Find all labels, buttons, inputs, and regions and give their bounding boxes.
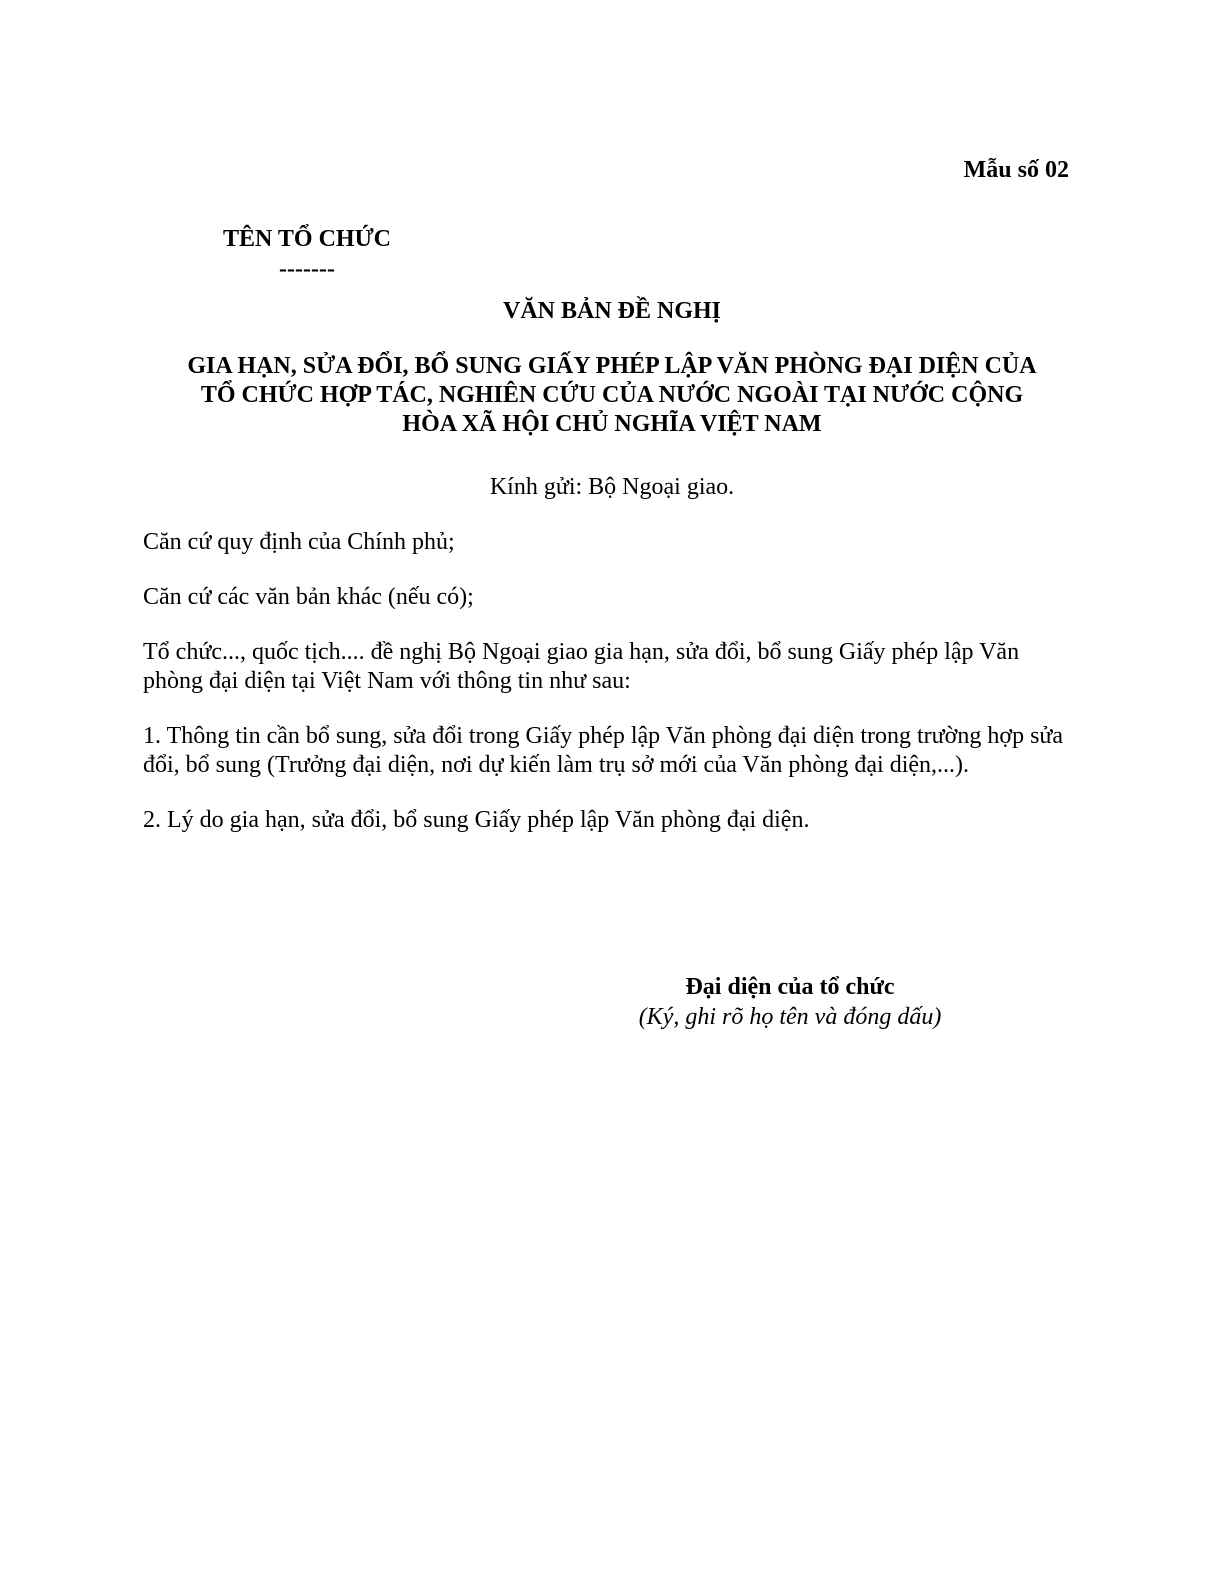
organization-header — [200, 224, 414, 284]
document-title: VĂN BẢN ĐỀ NGHỊ — [502, 298, 721, 324]
organization-name: TÊN TỔ CHỨC — [222, 226, 392, 252]
body-paragraph: 2. Lý do gia hạn, sửa đổi, bổ sung Giấy phép lập Văn phòng đại diện. — [143, 807, 810, 833]
document-body — [143, 528, 1083, 861]
signature-note: (Ký, ghi rõ họ tên và đóng dấu) — [638, 1004, 942, 1030]
body-paragraph: Căn cứ các văn bản khác (nếu có); — [143, 584, 474, 610]
body-paragraph: 1. Thông tin cần bổ sung, sửa đổi trong Giấy phép lập Văn phòng đại diện trong trường hợp sửa đổi, bổ sung (Trưởng đại diện, nơi dự kiến làm trụ sở mới của Văn phòng đại diện,...). — [143, 723, 1064, 778]
document-subject — [130, 352, 1094, 439]
organization-separator: ------- — [279, 256, 335, 282]
form-number: Mẫu số 02 — [963, 157, 1069, 183]
signature-title: Đại diện của tổ chức — [685, 974, 895, 1000]
document-subject-line: TỔ CHỨC HỢP TÁC, NGHIÊN CỨU CỦA NƯỚC NGOÀI TẠI NƯỚC CỘNG — [200, 382, 1024, 408]
addressee: Kính gửi: Bộ Ngoại giao. — [489, 474, 735, 500]
body-paragraph: Tổ chức..., quốc tịch.... đề nghị Bộ Ngoại giao gia hạn, sửa đổi, bổ sung Giấy phép lập Văn phòng đại diện tại Việt Nam với thông tin như sau: — [143, 639, 1020, 694]
document-subject-line: HÒA XÃ HỘI CHỦ NGHĨA VIỆT NAM — [402, 411, 822, 437]
body-paragraph: Căn cứ quy định của Chính phủ; — [143, 529, 455, 555]
document-subject-line: GIA HẠN, SỬA ĐỔI, BỔ SUNG GIẤY PHÉP LẬP VĂN PHÒNG ĐẠI DIỆN CỦA — [187, 353, 1037, 379]
signature-block — [580, 972, 1000, 1032]
